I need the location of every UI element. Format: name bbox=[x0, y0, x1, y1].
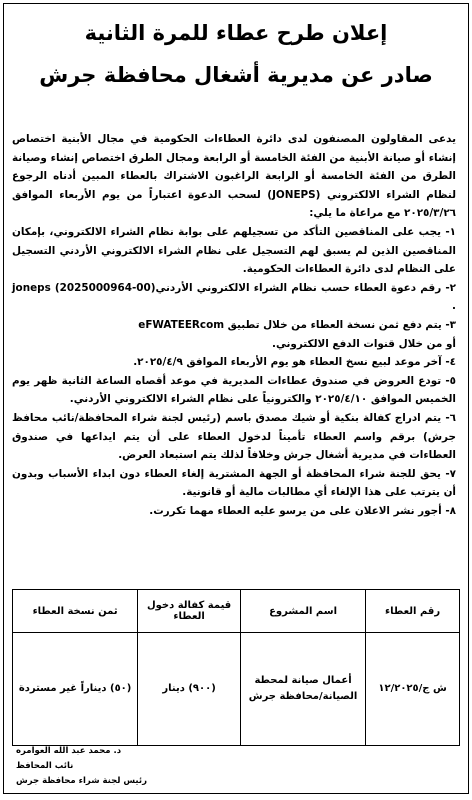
tender-table bbox=[12, 589, 460, 746]
table-header-row bbox=[13, 590, 460, 633]
column-header-tender-number: رقم العطاء bbox=[366, 590, 460, 633]
clause-6: ٦- يتم ادراج كفالة بنكية أو شيك مصدق باسم (رئيس لجنة شراء المحافظة/نائب محافظ جرش) برقم واسم العطاء تأميناً لدخول العطاء على أن يتم ايداعها في صندوق العطاءات في مديرية أشغال جرش وخلافاً لذلك يتم استبعاد العرض. bbox=[12, 411, 456, 462]
announcement-subtitle: صادر عن مديرية أشغال محافظة جرش bbox=[39, 63, 433, 87]
clause-7: ٧- يحق للجنة شراء المحافظة أو الجهة المشترية إلغاء العطاء دون ابداء الأسباب وبدون أن يترتب على هذا الإلغاء أي مطالبات مالية أو قانونية. bbox=[12, 467, 456, 499]
cell-project-name: أعمال صيانة لمحطة الصيانة/محافظة جرش bbox=[240, 633, 365, 746]
clause-3-continued: أو من خلال قنوات الدفع الالكتروني. bbox=[272, 337, 456, 350]
signatory-role: نائب المحافظ bbox=[16, 761, 74, 771]
signatory-name: د. محمد عبد الله العوامره bbox=[16, 746, 122, 756]
column-header-copy-price: ثمن نسخة العطاء bbox=[13, 590, 138, 633]
intro-paragraph: يدعى المقاولون المصنفون لدى دائرة العطاءات الحكومية في مجال الأبنية اختصاص إنشاء أو صيانة الأبنية من الفئة الخامسة أو الرابعة ومجال الطرق اختصاص إنشاء وصيانة الطرق من الفئة الخامسة أو الرابعة الراغبون الاشتراك بالعطاء المبين أدناه الرجوع لنظام الشراء الالكتروني (JONEPS) لسحب الدعوة اعتباراً من يوم الأربعاء الموافق ٢٠٢٥/٣/٢٦ مع مراعاة ما يلي: bbox=[12, 133, 457, 220]
clause-8: ٨- أجور نشر الاعلان على من يرسو عليه العطاء مهما تكررت. bbox=[149, 504, 456, 517]
clause-1: ١- يجب على المناقصين التأكد من تسجيلهم على بوابة نظام الشراء الالكتروني، بإمكان المناقصين الذين لم يسبق لهم التسجيل على نظام الشراء الالكتروني الأردني التسجيل على النظام لدى دائرة العطاءات الحكومية. bbox=[12, 225, 456, 276]
announcement-page bbox=[3, 3, 469, 794]
cell-copy-price: (٥٠) ديناراً غير مستردة bbox=[13, 633, 138, 746]
clause-3: ٣- يتم دفع ثمن نسخة العطاء من خلال تطبيق eFWATEERcom bbox=[138, 318, 456, 331]
clause-4: ٤- آخر موعد لبيع نسخ العطاء هو يوم الأربعاء الموافق ٢٠٢٥/٤/٩. bbox=[133, 356, 456, 369]
column-header-project-name: اسم المشروع bbox=[240, 590, 365, 633]
cell-bond-value: (٩٠٠) دينار bbox=[138, 633, 241, 746]
cell-tender-number: ش ج/١٢/٢٠٢٥ bbox=[366, 633, 460, 746]
clause-2: ٢- رقم دعوة العطاء حسب نظام الشراء الالكتروني الأردنيjoneps (2025000964-00) . bbox=[12, 281, 456, 313]
announcement-body bbox=[12, 130, 456, 520]
column-header-bond-value: قيمة كفالة دخول العطاء bbox=[138, 590, 241, 633]
signature-block bbox=[16, 744, 216, 789]
announcement-title: إعلان طرح عطاء للمرة الثانية bbox=[84, 21, 388, 45]
clause-5: ٥- تودع العروض في صندوق عطاءات المديرية في موعد أقصاه الساعة الثانية ظهر يوم الخميس الموافق ٢٠٢٥/٤/١٠ والكترونياً على نظام الشراء الالكتروني الأردني. bbox=[12, 374, 456, 406]
signatory-committee: رئيس لجنة شراء محافظة جرش bbox=[16, 776, 147, 786]
table-row bbox=[13, 633, 460, 746]
